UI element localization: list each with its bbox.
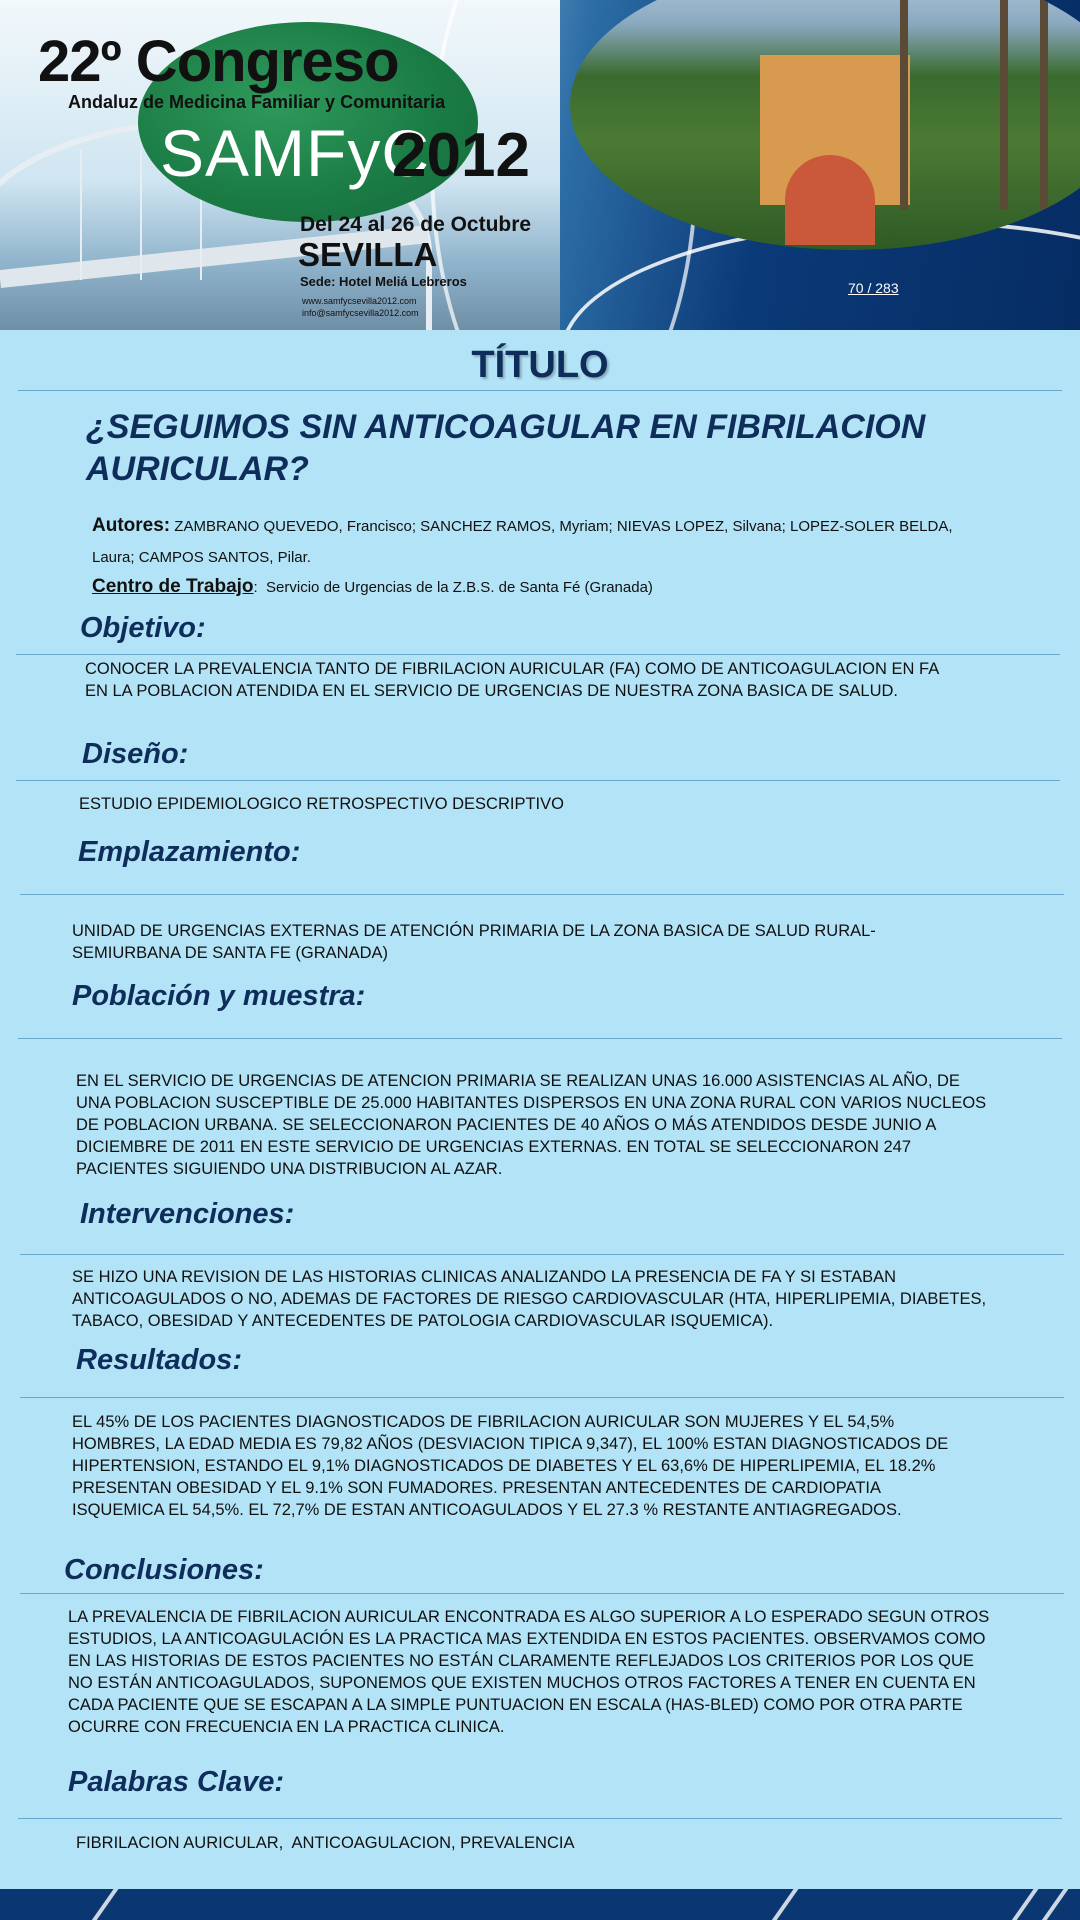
abstract-title: ¿SEGUIMOS SIN ANTICOAGULAR EN FIBRILACION AURICULAR? [86,408,926,488]
congress-number: 22º Congreso [38,29,399,94]
authors-block [92,510,992,573]
congress-dates: Del 24 al 26 de Octubre [300,213,532,236]
congress-contact [302,295,419,319]
divider [18,1038,1062,1039]
page-counter-link[interactable]: 70 / 283 [848,280,899,296]
website-link[interactable]: www.samfycsevilla2012.com [302,296,417,306]
palace-dome [785,155,875,245]
emplazamiento-text: UNIDAD DE URGENCIAS EXTERNAS DE ATENCIÓN PRIMARIA DE LA ZONA BASICA DE SALUD RURAL-SEMIURBANA DE SANTA FE (GRANADA) [72,922,876,962]
diseno-text: ESTUDIO EPIDEMIOLOGICO RETROSPECTIVO DESCRIPTIVO [79,795,564,813]
footer-stripe [1003,1889,1041,1920]
divider [20,1593,1064,1594]
resultados-text: EL 45% DE LOS PACIENTES DIAGNOSTICADOS DE FIBRILACION AURICULAR SON MUJERES Y EL 54,5% HOMBRES, LA EDAD MEDIA ES 79,82 AÑOS (DESVIACION TIPICA 9,347), EL 100% ESTAN DIAGNOSTICADOS DE HIPERTENSION, ESTANDO EL 9,1% DIAGNOSTICADOS DE DIABETES Y EL 63,6% DE HIPERLIPEMIA, EL 18.2% PRESENTAN OBESIDAD Y EL 9.1% SON FUMADORES. PRESENTAN ANTECEDENTES DE CARDIOPATIA ISQUEMICA EL 54,5%. EL 72,7% DE ESTAN ANTICOAGULADOS Y EL 27.3 % RESTANTE ANTIAGREGADOS. [72,1413,949,1519]
congress-banner [0,0,1080,330]
divider [20,1254,1064,1255]
authors-label: Autores: [92,515,171,536]
congress-subtitle: Andaluz de Medicina Familiar y Comunitaria [68,92,446,112]
footer-band [0,1889,1080,1920]
resultados-heading: Resultados: [76,1344,242,1376]
congress-year: 2012 [392,121,530,190]
palm-tree [1000,0,1008,210]
brand-logo: SAMFyC [160,116,430,190]
conclusiones-text: LA PREVALENCIA DE FIBRILACION AURICULAR ENCONTRADA ES ALGO SUPERIOR A LO ESPERADO SEGUN OTROS ESTUDIOS, LA ANTICOAGULACIÓN ES LA PRACTICA MAS EXTENDIDA EN ESTOS PACIENTES. OBSERVAMOS COMO EN LAS HISTORIAS DE ESTOS PACIENTES NO ESTÁN CLARAMENTE REFLEJADOS LOS CRITERIOS POR LOS QUE NO ESTÁN ANTICOAGULADOS, SUPONEMOS QUE EXISTEN MUCHOS OTROS FACTORES A TENER EN CUENTA EN CADA PACIENTE QUE SE ESCAPAN A LA SIMPLE PUNTUACION EN ESCALA (HAS-BLED) COMO POR OTRA PARTE OCURRE CON FRECUENCIA EN LA PRACTICA CLINICA. [68,1608,990,1736]
email-link[interactable]: info@samfycsevilla2012.com [302,308,419,318]
palm-tree [900,0,908,210]
divider [18,1818,1062,1819]
footer-stripe [83,1889,121,1920]
objetivo-heading: Objetivo: [80,612,206,644]
bridge-cable [140,150,142,280]
intervenciones-heading: Intervenciones: [80,1198,295,1230]
objetivo-text: CONOCER LA PREVALENCIA TANTO DE FIBRILACION AURICULAR (FA) COMO DE ANTICOAGULACION EN FA EN LA POBLACION ATENDIDA EN EL SERVICIO DE URGENCIAS DE NUESTRA ZONA BASICA DE SALUD. [85,660,939,700]
palm-tree [1040,0,1048,210]
footer-stripe [763,1889,801,1920]
intervenciones-text: SE HIZO UNA REVISION DE LAS HISTORIAS CLINICAS ANALIZANDO LA PRESENCIA DE FA Y SI ESTABAN ANTICOAGULADOS O NO, ADEMAS DE FACTORES DE RIESGO CARDIOVASCULAR (HTA, HIPERLIPEMIA, DIABETES, TABACO, OBESIDAD Y ANTECEDENTES DE PATOLOGIA CARDIOVASCULAR ISQUEMICA). [72,1268,987,1330]
workplace-block: Centro de Trabajo: Servicio de Urgencias de la Z.B.S. de Santa Fé (Granada) [92,576,653,597]
footer-stripe [1033,1889,1071,1920]
congress-venue: Sede: Hotel Meliá Lebreros [300,274,467,289]
authors-list: ZAMBRANO QUEVEDO, Francisco; SANCHEZ RAMOS, Myriam; NIEVAS LOPEZ, Silvana; LOPEZ-SOLER BELDA, Laura; CAMPOS SANTOS, Pilar. [92,518,953,566]
palabras-clave-text: FIBRILACION AURICULAR, ANTICOAGULACION, PREVALENCIA [76,1834,575,1852]
diseno-heading: Diseño: [82,738,189,770]
divider [20,1397,1064,1398]
divider [16,654,1060,655]
congress-city: SEVILLA [298,236,438,273]
divider [20,894,1064,895]
divider [18,390,1062,391]
bridge-cable [80,150,82,280]
palabras-clave-heading: Palabras Clave: [68,1766,285,1798]
workplace-label: Centro de Trabajo [92,576,254,597]
conclusiones-heading: Conclusiones: [64,1554,264,1586]
divider [16,780,1060,781]
titulo-heading: TÍTULO [471,344,609,386]
workplace-value: Servicio de Urgencias de la Z.B.S. de Santa Fé (Granada) [266,579,653,596]
poblacion-text: EN EL SERVICIO DE URGENCIAS DE ATENCION PRIMARIA SE REALIZAN UNAS 16.000 ASISTENCIAS AL AÑO, DE UNA POBLACION SUSCEPTIBLE DE 25.000 HABITANTES DISPERSOS EN UNA ZONA RURAL CON VARIOS NUCLEOS DE POBLACION URBANA. SE SELECCIONARON PACIENTES DE 40 AÑOS O MÁS ATENDIDOS DESDE JUNIO A DICIEMBRE DE 2011 EN ESTE SERVICIO DE URGENCIAS EXTERNAS. EN TOTAL SE SELECCIONARON 247 PACIENTES SIGUIENDO UNA DISTRIBUCION AL AZAR. [76,1072,987,1178]
poblacion-heading: Población y muestra: [72,980,366,1012]
emplazamiento-heading: Emplazamiento: [78,836,301,868]
